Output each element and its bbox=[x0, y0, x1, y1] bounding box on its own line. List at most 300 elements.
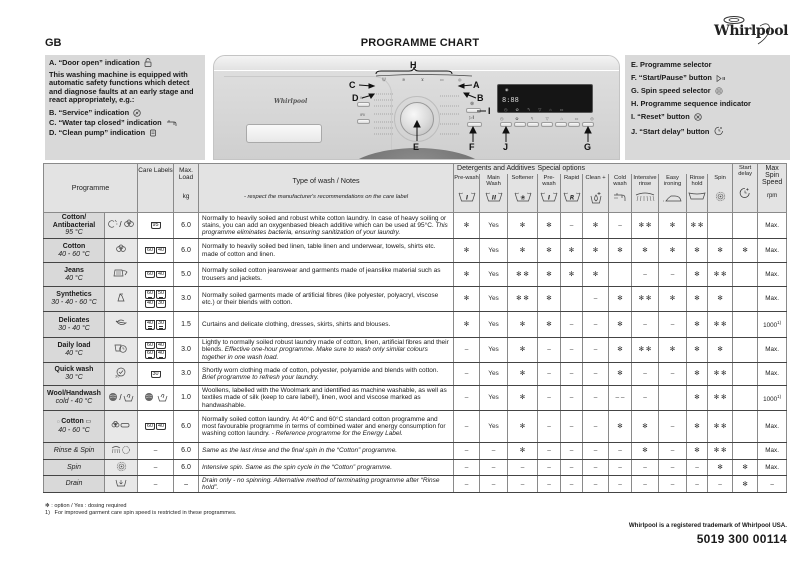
quick-wash-icon bbox=[114, 367, 128, 380]
option-cell bbox=[454, 476, 480, 493]
option-value: – bbox=[593, 370, 598, 378]
option-cell bbox=[733, 476, 758, 493]
antibacterial-icon bbox=[107, 219, 118, 231]
start-delay-icon bbox=[714, 126, 724, 136]
option-cell bbox=[508, 213, 538, 239]
option-cell bbox=[609, 338, 632, 363]
header-care-labels: Care Labels bbox=[138, 164, 174, 213]
option-cell bbox=[733, 363, 758, 386]
option-cell bbox=[733, 263, 758, 287]
option-cell bbox=[687, 386, 708, 411]
option-cell bbox=[632, 386, 659, 411]
option-value: ✻ bbox=[669, 221, 676, 229]
option-value: – bbox=[569, 370, 574, 378]
option-cell bbox=[480, 263, 508, 287]
wash-notes-text: Brief programme to refresh your laundry. bbox=[202, 374, 319, 381]
option-value: ✻ bbox=[519, 346, 526, 354]
wash-temperature-symbol bbox=[145, 320, 155, 330]
max-load-cell: 6.0 bbox=[174, 443, 199, 460]
option-cell bbox=[583, 386, 609, 411]
care-labels-cell bbox=[138, 263, 174, 287]
option-value: ✻ bbox=[694, 394, 700, 402]
cotton-icon bbox=[115, 244, 127, 256]
programme-icon-cell bbox=[105, 312, 138, 338]
wash-temperature-symbol bbox=[145, 290, 155, 298]
svg-text:II: II bbox=[491, 194, 496, 202]
option-cell bbox=[708, 460, 733, 476]
svg-text:30': 30' bbox=[115, 374, 121, 379]
option-value: – bbox=[670, 447, 675, 455]
option-value: – bbox=[593, 295, 598, 303]
option-value: ✻ bbox=[617, 422, 623, 430]
care-label-line bbox=[139, 392, 172, 404]
programme-icon-cell bbox=[105, 338, 138, 363]
option-value: ✻ bbox=[694, 295, 700, 303]
option-value: Yes bbox=[488, 246, 499, 254]
option-value: – bbox=[593, 447, 598, 455]
max-spin-value: Max. bbox=[765, 422, 779, 430]
wash-temperature-value: 60 bbox=[147, 423, 154, 430]
header-option-5 bbox=[583, 174, 609, 213]
wash-temperature-value: 50 bbox=[158, 290, 165, 297]
header-max-load-unit: kg bbox=[182, 193, 190, 200]
option-cell bbox=[561, 443, 583, 460]
care-labels-cell bbox=[138, 213, 174, 239]
header-option-label: Rapid bbox=[563, 174, 580, 181]
option-value: – bbox=[569, 447, 574, 455]
option-cell bbox=[561, 386, 583, 411]
wash-temperature-symbol bbox=[156, 247, 166, 254]
wash-temperature-value: 40 bbox=[147, 319, 154, 326]
max-spin-value: 1000 bbox=[763, 395, 778, 403]
table-row bbox=[44, 476, 787, 493]
svg-text:▭: ▭ bbox=[440, 77, 444, 82]
wash-notes-cell bbox=[199, 460, 454, 476]
footnote-text: For improved garment care spin speed is restricted in these programmes. bbox=[54, 510, 237, 516]
callout-e: E bbox=[413, 142, 420, 152]
option-cell bbox=[454, 263, 480, 287]
option-value: ✻ bbox=[519, 447, 526, 455]
option-value: ✻ bbox=[519, 246, 526, 254]
option-cell bbox=[538, 287, 561, 312]
footnote-mark: 1) bbox=[45, 510, 50, 516]
woolmark-icon bbox=[144, 392, 154, 404]
wash-notes-cell bbox=[199, 239, 454, 263]
option-cell bbox=[538, 443, 561, 460]
max-spin-cell bbox=[758, 411, 787, 443]
option-cell bbox=[454, 338, 480, 363]
option-value: ✻ bbox=[717, 463, 723, 471]
programme-name-cell bbox=[44, 460, 105, 476]
wash-notes-cell bbox=[199, 443, 454, 460]
option-cell bbox=[538, 460, 561, 476]
option-cell bbox=[609, 460, 632, 476]
option-value: ✻ bbox=[546, 320, 552, 328]
wash-notes-text: Normally soiled cotton jeanswear and garments made of jeanslike material such as trousers and jackets. bbox=[202, 267, 441, 282]
header-option-label: Clean + bbox=[585, 174, 606, 181]
option-cell bbox=[609, 239, 632, 263]
programme-chart-table bbox=[43, 163, 787, 493]
option-cell bbox=[538, 239, 561, 263]
option-cell bbox=[659, 386, 687, 411]
legend-label: E. Programme selector bbox=[631, 60, 712, 69]
option-cell bbox=[609, 263, 632, 287]
option-cell bbox=[508, 338, 538, 363]
option-cell bbox=[508, 312, 538, 338]
wash-notes-cell bbox=[199, 213, 454, 239]
option-value: ✻ bbox=[463, 270, 470, 278]
option-cell bbox=[687, 287, 708, 312]
care-labels-cell bbox=[138, 386, 174, 411]
legend bbox=[45, 503, 236, 517]
option-value: – bbox=[547, 463, 551, 471]
care-label-line bbox=[139, 349, 172, 359]
delicates-icon bbox=[115, 318, 127, 330]
svg-text:R: R bbox=[569, 194, 574, 202]
prewash-icon bbox=[454, 191, 479, 207]
programme-name-cell bbox=[44, 443, 105, 460]
display-time: 8:88 bbox=[502, 96, 519, 104]
table-row bbox=[44, 443, 787, 460]
table-row bbox=[44, 312, 787, 338]
option-cell bbox=[733, 213, 758, 239]
option-value: ✻ bbox=[694, 270, 700, 278]
option-value: ✻ bbox=[519, 370, 526, 378]
max-spin-value: Max. bbox=[765, 221, 779, 229]
svg-text:I: I bbox=[547, 194, 551, 202]
wash-temperature-value: 60 bbox=[147, 350, 154, 357]
synthetics-icon bbox=[116, 293, 126, 305]
option-cell bbox=[454, 386, 480, 411]
wash-temperature-value: 30 bbox=[158, 319, 165, 326]
option-cell bbox=[480, 460, 508, 476]
option-cell bbox=[708, 411, 733, 443]
option-cell bbox=[659, 476, 687, 493]
option-cell bbox=[733, 338, 758, 363]
option-value: ✻ bbox=[694, 246, 700, 254]
handwash-care-icon bbox=[157, 392, 168, 404]
cotton-icon bbox=[123, 219, 135, 231]
door-open-label: A. “Door open” indication bbox=[49, 58, 140, 67]
max-spin-value: – bbox=[770, 480, 774, 488]
callout-g: G bbox=[584, 142, 592, 152]
option-value: ✻ bbox=[694, 447, 700, 455]
care-labels-cell bbox=[138, 460, 174, 476]
option-cell bbox=[632, 460, 659, 476]
option-cell bbox=[687, 338, 708, 363]
option-cell bbox=[538, 338, 561, 363]
legend-programme-selector bbox=[631, 61, 784, 70]
wash-notes-text: Woollens, labelled with the Woolmark and identified as machine washable, as well as textiles made of silk (keep to care label!), linen, wool and viscose marked as handwashable. bbox=[202, 387, 447, 409]
option-value: ✻ bbox=[617, 370, 623, 378]
option-cell bbox=[561, 363, 583, 386]
option-cell bbox=[632, 287, 659, 312]
option-value: ✻ ✻ bbox=[638, 221, 652, 229]
header-option-7 bbox=[632, 174, 659, 213]
option-value: – bbox=[569, 394, 574, 402]
option-value: ✻ bbox=[642, 422, 648, 430]
care-labels-cell bbox=[138, 287, 174, 312]
option-value: – bbox=[464, 480, 469, 488]
svg-text:\I/: \I/ bbox=[382, 77, 386, 82]
header-max-spin bbox=[758, 164, 787, 213]
rinse-spin-icon bbox=[111, 445, 131, 457]
care-labels-cell bbox=[138, 239, 174, 263]
option-value: – bbox=[593, 422, 598, 430]
option-cell bbox=[659, 312, 687, 338]
option-value: ✻ ✻ bbox=[690, 221, 704, 229]
option-cell bbox=[561, 460, 583, 476]
max-spin-cell bbox=[758, 338, 787, 363]
option-cell bbox=[733, 411, 758, 443]
programme-temperature: cold - 40 °C bbox=[55, 398, 93, 405]
option-value: – bbox=[670, 463, 675, 471]
option-cell bbox=[687, 443, 708, 460]
care-label-none: – bbox=[153, 447, 158, 455]
wash-notes-cell bbox=[199, 411, 454, 443]
wash-temperature-symbol bbox=[145, 300, 155, 308]
option-value: – bbox=[670, 422, 675, 430]
header-max-load-label: Max. Load bbox=[178, 167, 194, 181]
option-cell bbox=[538, 476, 561, 493]
programme-name: Daily load bbox=[57, 342, 91, 350]
option-value: ✻ bbox=[617, 246, 623, 254]
programme-temperature: 30 - 40 - 60 °C bbox=[51, 299, 97, 306]
service-icon bbox=[133, 109, 141, 117]
option-value: – bbox=[593, 346, 598, 354]
option-value: ✻ bbox=[519, 320, 526, 328]
table-row bbox=[44, 239, 787, 263]
option-cell bbox=[733, 312, 758, 338]
programme-temperature: 40 °C bbox=[65, 350, 83, 357]
easy-ironing-icon: ⌂ bbox=[560, 116, 564, 121]
option-cell bbox=[687, 460, 708, 476]
wash-temperature-value: 30 bbox=[158, 300, 165, 306]
spin-icon bbox=[715, 87, 723, 95]
care-underline-bar bbox=[148, 307, 152, 308]
option-value: ✻ bbox=[642, 447, 648, 455]
wash-notes-text: Effective one-hour programme. Make sure to wash only similar colours together in one wash load. bbox=[202, 346, 428, 361]
header-max-load bbox=[174, 164, 199, 213]
programme-icon-cell bbox=[105, 411, 138, 443]
programme-name-cell bbox=[44, 263, 105, 287]
option-cell bbox=[583, 443, 609, 460]
option-value: ✻ bbox=[742, 480, 748, 488]
legend-label: G. Spin speed selector bbox=[631, 85, 711, 95]
svg-text:≋: ≋ bbox=[402, 77, 406, 82]
wash-temperature-symbol bbox=[145, 342, 155, 349]
option-value: – bbox=[670, 320, 675, 328]
wash-notes-text: Normally soiled garments made of artificial fibres (like polyester, polyacryl, viscose etc.) or their blends with cotton. bbox=[202, 291, 439, 306]
prewash-option-icon bbox=[538, 191, 560, 207]
service-indication bbox=[49, 109, 201, 118]
option-value: – – bbox=[615, 394, 625, 402]
programme-name: Quick wash bbox=[54, 366, 94, 374]
option-value: ✻ ✻ bbox=[713, 447, 727, 455]
softener-icon bbox=[508, 191, 537, 207]
header-type-of-wash-label: Type of wash / Notes bbox=[292, 176, 360, 186]
wash-temperature-symbol bbox=[145, 247, 155, 254]
header-option-label: Softener bbox=[511, 174, 534, 181]
intensive-rinse-icon bbox=[632, 191, 658, 207]
door-lock-icon bbox=[144, 58, 152, 67]
option-value: – bbox=[695, 463, 699, 471]
option-cell bbox=[508, 460, 538, 476]
max-spin-value: Max. bbox=[765, 346, 779, 354]
wash-temperature-symbol bbox=[156, 320, 166, 330]
header-start-delay bbox=[733, 164, 758, 213]
option-value: ✻ bbox=[694, 320, 700, 328]
option-value: ✻ bbox=[694, 422, 700, 430]
clean-pump-indication bbox=[49, 129, 201, 138]
wash-notes-cell bbox=[199, 312, 454, 338]
option-cell bbox=[708, 338, 733, 363]
wash-notes-cell bbox=[199, 476, 454, 493]
header-max-spin-label: Max Spin Speed bbox=[762, 165, 783, 187]
max-spin-cell bbox=[758, 263, 787, 287]
option-cell bbox=[708, 476, 733, 493]
option-cell bbox=[687, 411, 708, 443]
programme-temperature: 40 - 60 °C bbox=[58, 250, 90, 258]
option-cell bbox=[480, 213, 508, 239]
option-cell bbox=[632, 476, 659, 493]
option-cell bbox=[480, 312, 508, 338]
option-cell bbox=[508, 476, 538, 493]
option-cell bbox=[561, 411, 583, 443]
prewash-option-icon: \I/ bbox=[360, 95, 364, 100]
option-value: ✻ bbox=[546, 270, 552, 278]
rapid-icon bbox=[561, 191, 582, 207]
legend-start-pause bbox=[631, 74, 784, 83]
door-lock-display-icon: ◉ bbox=[505, 87, 509, 92]
wash-temperature-symbol bbox=[145, 271, 155, 278]
option-value: – bbox=[464, 463, 469, 471]
care-label-line bbox=[139, 341, 172, 350]
option-cell bbox=[659, 263, 687, 287]
max-spin-cell bbox=[758, 460, 787, 476]
max-load-cell: 1.0 bbox=[174, 386, 199, 411]
table-row bbox=[44, 338, 787, 363]
option-value: – bbox=[618, 221, 622, 229]
programme-icon-cell bbox=[105, 460, 138, 476]
option-cell bbox=[508, 263, 538, 287]
option-value: ✻ ✻ bbox=[713, 370, 727, 378]
wash-temperature-symbol bbox=[156, 290, 166, 298]
max-spin-cell bbox=[758, 443, 787, 460]
programme-temperature: 95 °C bbox=[65, 229, 83, 237]
wash-temperature-value: 40 bbox=[158, 271, 165, 278]
wash-temperature-value: 60 bbox=[147, 271, 154, 278]
separator: / bbox=[119, 392, 122, 402]
rapid-option-icon: \R/ bbox=[360, 112, 366, 117]
option-value: ✻ bbox=[568, 246, 575, 254]
max-load-cell: 3.0 bbox=[174, 338, 199, 363]
option-cell bbox=[538, 312, 561, 338]
max-spin-value: Max. bbox=[765, 246, 779, 254]
option-value: – bbox=[547, 480, 551, 488]
programme-icon-cell bbox=[105, 443, 138, 460]
care-label-none: – bbox=[153, 463, 158, 471]
max-spin-cell bbox=[758, 287, 787, 312]
table-row bbox=[44, 460, 787, 476]
care-label-line bbox=[139, 270, 172, 279]
option-value: Yes bbox=[488, 422, 499, 430]
service-label: B. “Service” indication bbox=[49, 107, 130, 117]
option-value: – bbox=[464, 346, 469, 354]
option-cell bbox=[480, 363, 508, 386]
wash-notes-cell bbox=[199, 287, 454, 312]
option-cell bbox=[583, 460, 609, 476]
rinse-hold-icon bbox=[687, 191, 707, 207]
legend-label: J. “Start delay” button bbox=[631, 126, 710, 136]
option-value: – bbox=[569, 463, 574, 471]
programme-name-cell bbox=[44, 213, 105, 239]
option-value: Yes bbox=[488, 295, 499, 303]
option-value: – bbox=[643, 394, 647, 402]
header-max-spin-unit: rpm bbox=[766, 193, 778, 199]
option-cell bbox=[609, 287, 632, 312]
wash-temperature-value: 40 bbox=[147, 300, 154, 306]
controls-legend-box bbox=[625, 55, 790, 160]
jeans-icon bbox=[113, 268, 129, 280]
option-cell bbox=[659, 239, 687, 263]
care-labels-cell bbox=[138, 411, 174, 443]
intensive-rinse-icon: ▽ bbox=[545, 116, 549, 121]
legend-label: H. Programme sequence indicator bbox=[631, 98, 751, 108]
trademark-notice: Whirlpool is a registered trademark of Whirlpool USA. bbox=[628, 522, 787, 529]
option-value: – bbox=[547, 447, 551, 455]
wash-notes-cell bbox=[199, 363, 454, 386]
option-value: ✻ bbox=[463, 246, 470, 254]
option-value: – bbox=[670, 370, 675, 378]
option-cell bbox=[609, 476, 632, 493]
rinse-hold-icon: ▭ bbox=[574, 116, 579, 121]
wash-temperature-symbol bbox=[156, 350, 166, 358]
max-load-cell: 3.0 bbox=[174, 287, 199, 312]
care-label-line bbox=[139, 221, 172, 230]
care-label-line bbox=[139, 246, 172, 255]
max-spin-cell bbox=[758, 312, 787, 338]
wash-temperature-value: 40 bbox=[158, 247, 165, 254]
brand-name: Whirlpool bbox=[714, 23, 789, 39]
option-cell bbox=[708, 239, 733, 263]
option-value: ✻ bbox=[742, 463, 748, 471]
programme-name: Cotton bbox=[61, 418, 84, 426]
option-cell bbox=[632, 411, 659, 443]
max-load-cell: 6.0 bbox=[174, 239, 199, 263]
spin-footnote-mark: 1) bbox=[777, 320, 782, 326]
max-load-cell: – bbox=[174, 476, 199, 493]
programme-name-cell bbox=[44, 411, 105, 443]
svg-text:I: I bbox=[465, 194, 468, 202]
max-load-cell: 1.5 bbox=[174, 312, 199, 338]
callout-d: D bbox=[352, 93, 359, 103]
option-value: ✻ ✻ bbox=[713, 422, 727, 430]
option-value: ✻ ✻ bbox=[516, 295, 529, 303]
wash-temperature-symbol bbox=[156, 423, 166, 430]
footnote bbox=[45, 510, 236, 517]
option-cell bbox=[708, 287, 733, 312]
option-value: Yes bbox=[488, 346, 499, 354]
wash-notes-text: Drain only - no spinning. Alternative method of terminating programme after “Rinse hold”. bbox=[202, 477, 440, 492]
wash-temperature-symbol bbox=[156, 342, 166, 349]
option-value: ✻ bbox=[592, 246, 599, 254]
wash-temperature-symbol bbox=[156, 300, 166, 308]
page-title: PROGRAMME CHART bbox=[360, 37, 480, 49]
option-value: – bbox=[593, 480, 598, 488]
care-label-line bbox=[139, 299, 172, 309]
option-value: ✻ ✻ bbox=[516, 270, 529, 278]
